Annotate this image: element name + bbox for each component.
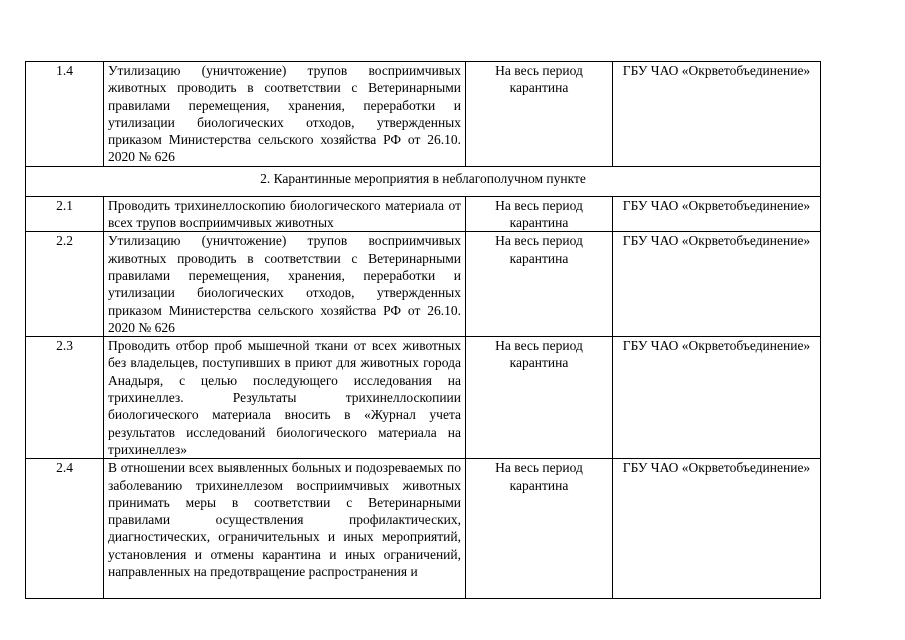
- item-responsible: ГБУ ЧАО «Окрветобъединение»: [613, 196, 821, 232]
- item-term: На весь период карантина: [466, 196, 613, 232]
- item-term: На весь период карантина: [466, 337, 613, 459]
- item-term: На весь период карантина: [466, 232, 613, 337]
- item-responsible: ГБУ ЧАО «Окрветобъединение»: [613, 232, 821, 337]
- item-responsible: ГБУ ЧАО «Окрветобъединение»: [613, 459, 821, 599]
- table-row: [26, 62, 821, 167]
- section-row: [26, 166, 821, 196]
- item-number: 1.4: [26, 62, 104, 167]
- section-title: 2. Карантинные мероприятия в неблагополучном пункте: [26, 166, 821, 196]
- table-row: [26, 337, 821, 459]
- item-term: На весь период карантина: [466, 62, 613, 167]
- item-description: Утилизацию (уничтожение) трупов восприимчивых животных проводить в соответствии с Ветеринарными правилами перемещения, хранения, переработки и утилизации биологических отходов, утвержденных приказом Министерства сельского хозяйства РФ от 26.10. 2020 № 626: [104, 62, 466, 167]
- table-row: [26, 459, 821, 599]
- item-responsible: ГБУ ЧАО «Окрветобъединение»: [613, 337, 821, 459]
- item-description: Утилизацию (уничтожение) трупов восприимчивых животных проводить в соответствии с Ветеринарными правилами перемещения, хранения, переработки и утилизации биологических отходов, утвержденных приказом Министерства сельского хозяйства РФ от 26.10. 2020 № 626: [104, 232, 466, 337]
- item-description: Проводить отбор проб мышечной ткани от всех животных без владельцев, поступивших в приют для животных города Анадыря, с целью последующего исследования на трихинеллез. Результаты трихинеллоскопиии биологического материала вносить в «Журнал учета результатов исследований биологического материала на трихинеллез»: [104, 337, 466, 459]
- item-number: 2.1: [26, 196, 104, 232]
- item-number: 2.4: [26, 459, 104, 599]
- item-description: Проводить трихинеллоскопию биологического материала от всех трупов восприимчивых животных: [104, 196, 466, 232]
- item-term: На весь период карантина: [466, 459, 613, 599]
- item-number: 2.3: [26, 337, 104, 459]
- table-row: [26, 196, 821, 232]
- quarantine-measures-table: [25, 61, 821, 599]
- item-responsible: ГБУ ЧАО «Окрветобъединение»: [613, 62, 821, 167]
- table-row: [26, 232, 821, 337]
- item-description: В отношении всех выявленных больных и подозреваемых по заболеванию трихинеллезом восприимчивых животных принимать меры в соответствии с Ветеринарными правилами осуществления профилактических, диагностических, ограничительных и иных мероприятий, установления и отмены карантина и иных ограничений, направленных на предотвращение распространения и: [104, 459, 466, 599]
- item-number: 2.2: [26, 232, 104, 337]
